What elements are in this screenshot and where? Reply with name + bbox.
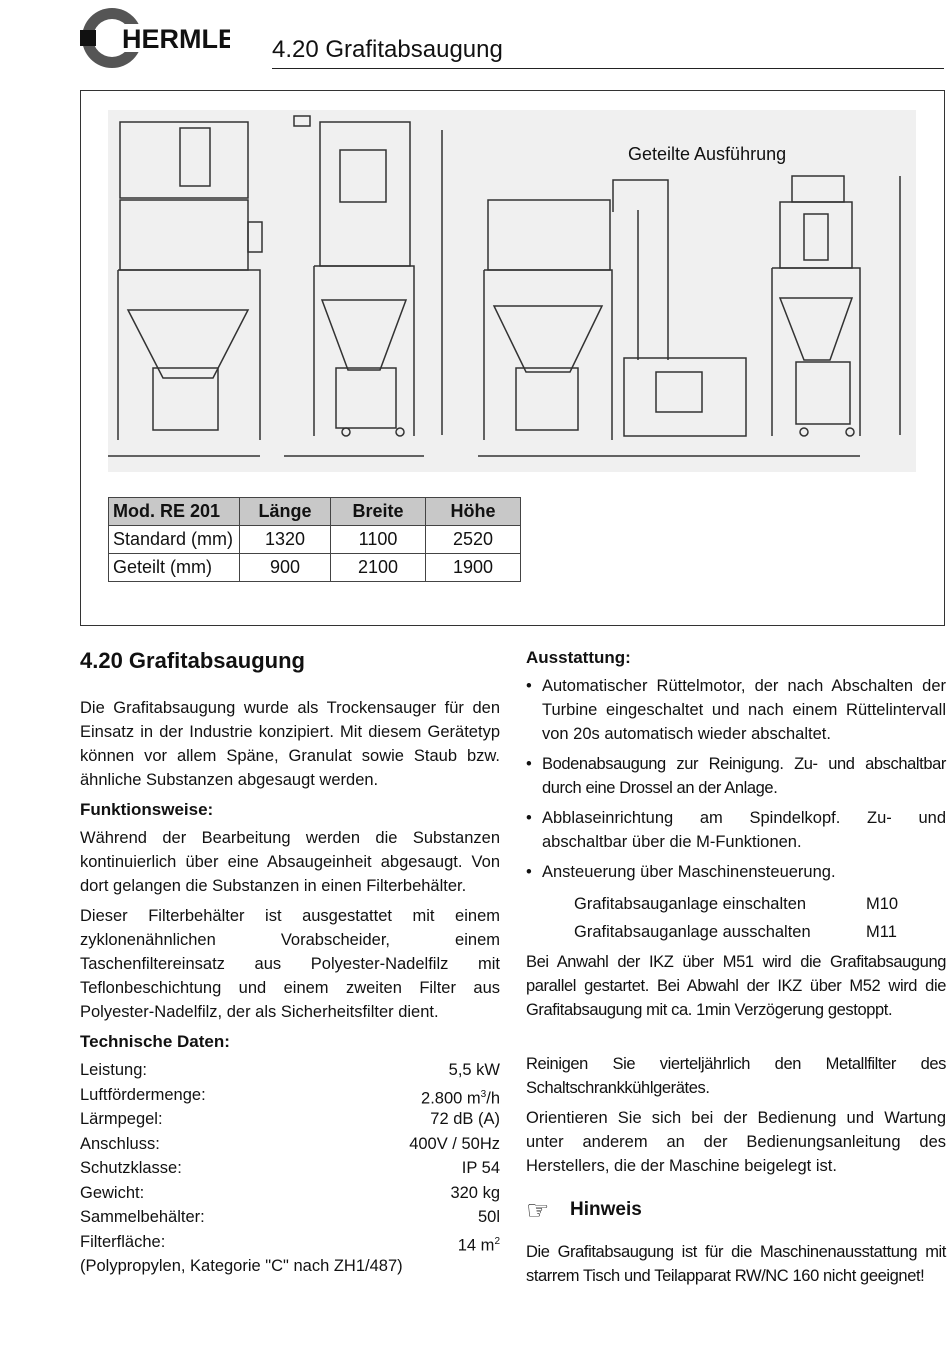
spec-row (80, 1083, 500, 1108)
mcode-row (526, 890, 946, 918)
mcode-value: M11 (866, 923, 897, 941)
spec-value: 400V / 50Hz (409, 1134, 500, 1153)
spec-row (80, 1230, 500, 1255)
section-heading: 4.20 Grafitabsaugung (80, 648, 305, 673)
left-column (80, 646, 500, 1278)
table-cell: 1320 (240, 526, 331, 554)
table-header: Mod. RE 201 (109, 498, 240, 526)
spec-value: 50l (477, 1208, 500, 1226)
table-header-row (109, 498, 521, 526)
spec-row (80, 1181, 500, 1206)
spec-label: Schutzklasse: (80, 1159, 182, 1177)
table-cell: 900 (240, 554, 331, 582)
figure-caption: Geteilte Ausführung (628, 144, 787, 164)
hint-paragraph: Die Grafitabsaugung ist für die Maschinenausstattung mit starrem Tisch und Teilapparat RW/NC 160 nicht geeignet! (526, 1243, 946, 1285)
spec-row (80, 1132, 500, 1157)
spec-row (80, 1058, 500, 1083)
hint-heading: Hinweis (570, 1199, 642, 1220)
spec-unit-suffix: /h (486, 1089, 500, 1107)
page-title: 4.20 Grafitabsaugung (272, 36, 503, 63)
table-header: Länge (240, 498, 331, 526)
table-row (109, 554, 521, 582)
spec-value: 14 m (457, 1236, 495, 1254)
spec-value: 72 dB (A) (430, 1110, 500, 1128)
right-column (526, 646, 946, 1294)
mcode-row (526, 918, 946, 946)
spec-label: Anschluss: (80, 1134, 160, 1153)
table-cell: Geteilt (mm) (109, 554, 240, 582)
filter-material-note: (Polypropylen, Kategorie "C" nach ZH1/487) (80, 1257, 403, 1275)
bullet-icon: • (526, 809, 532, 827)
spec-label: Luftfördermenge: (80, 1085, 206, 1104)
logo-text: HERMLE (122, 24, 230, 54)
mcode-value: M10 (866, 895, 899, 913)
feature-text: Ansteuerung über Maschinensteuerung. (542, 863, 836, 881)
spec-row (80, 1156, 500, 1181)
table-cell: 1900 (426, 554, 521, 582)
ikz-paragraph: Bei Anwahl der IKZ über M51 wird die Grafitabsaugung parallel gestartet. Bei Abwahl der IKZ über M52 wird die Grafitabsaugung mit ca. 1min Verzögerung gestoppt. (526, 953, 946, 1019)
spec-value: 2.800 m (421, 1089, 481, 1107)
spec-value: 5,5 kW (448, 1061, 500, 1079)
spec-label: Filterfläche: (80, 1232, 166, 1251)
feature-list (526, 674, 946, 884)
hint-header (526, 1195, 946, 1225)
dimensions-table (108, 497, 521, 582)
spec-superscript: 2 (494, 1235, 500, 1247)
spec-superscript: 3 (480, 1088, 487, 1100)
bullet-icon: • (526, 755, 532, 773)
spec-row (80, 1205, 500, 1230)
technical-drawing (108, 110, 916, 472)
equipment-heading: Ausstattung: (526, 648, 631, 667)
list-item (526, 860, 946, 884)
spec-row (80, 1107, 500, 1132)
list-item (526, 674, 946, 746)
bullet-icon: • (526, 863, 532, 881)
spec-label: Gewicht: (80, 1183, 145, 1202)
table-cell: 2520 (426, 526, 521, 554)
feature-text: Abblaseinrichtung am Spindelkopf. Zu- und abschaltbar über die M-Funktionen. (542, 809, 946, 851)
spec-value: 320 kg (450, 1183, 500, 1202)
table-cell: 1100 (331, 526, 426, 554)
mcode-label: Grafitabsauganlage einschalten (574, 895, 807, 913)
table-cell: Standard (mm) (109, 526, 240, 554)
hermle-logo (80, 6, 230, 70)
spec-label: Lärmpegel: (80, 1110, 163, 1128)
table-header: Breite (331, 498, 426, 526)
intro-paragraph: Die Grafitabsaugung wurde als Trockensauger für den Einsatz in der Industrie konzipiert. Mit diesem Gerätetyp können vor allem Späne, Granulat sowie Staub bzw. ähnliche Substanzen abgesaugt werden. (80, 699, 500, 789)
filter-paragraph: Dieser Filterbehälter ist ausgestattet mit einem zyklonenähnlichen Vorabscheider, einem Taschenfiltereinsatz aus Polyester-Nadelfilz mit Teflonbeschichtung und einem zweiten Filter aus Polyester-Nadelfilz, der als Sicherheitsfilter dient. (80, 907, 500, 1021)
pointing-hand-icon: ☞ (526, 1195, 550, 1225)
table-row (109, 526, 521, 554)
spec-value-group (458, 1230, 500, 1255)
table-header: Höhe (426, 498, 521, 526)
spec-list (80, 1058, 500, 1254)
spec-label: Leistung: (80, 1061, 147, 1079)
function-paragraph: Während der Bearbeitung werden die Substanzen kontinuierlich über eine Absaugeinheit abgesaugt. Von dort gelangen die Substanzen in einen Filterbehälter. (80, 829, 500, 895)
mcode-label: Grafitabsauganlage ausschalten (574, 923, 811, 941)
spec-value: IP 54 (461, 1159, 500, 1177)
cleaning-paragraph: Reinigen Sie vierteljährlich den Metallfilter des Schaltschrankkühlgerätes. (526, 1055, 946, 1097)
spec-label: Sammelbehälter: (80, 1208, 205, 1226)
function-heading: Funktionsweise: (80, 800, 214, 819)
header-divider (272, 68, 944, 69)
feature-text: Bodenabsaugung zur Reinigung. Zu- und abschaltbar durch eine Drossel an der Anlage. (542, 755, 946, 797)
feature-text: Automatischer Rüttelmotor, der nach Abschalten der Turbine eingeschaltet und nach einem Rüttelintervall von 20s automatisch wieder abschaltet. (542, 677, 946, 743)
orientation-paragraph: Orientieren Sie sich bei der Bedienung und Wartung unter anderem an der Bedienungsanleitung des Herstellers, die der Maschine beigelegt ist. (526, 1109, 946, 1175)
list-item (526, 806, 946, 854)
bullet-icon: • (526, 677, 532, 695)
list-item (526, 752, 946, 800)
table-cell: 2100 (331, 554, 426, 582)
tech-data-heading: Technische Daten: (80, 1032, 230, 1051)
spec-value-group (421, 1083, 500, 1108)
